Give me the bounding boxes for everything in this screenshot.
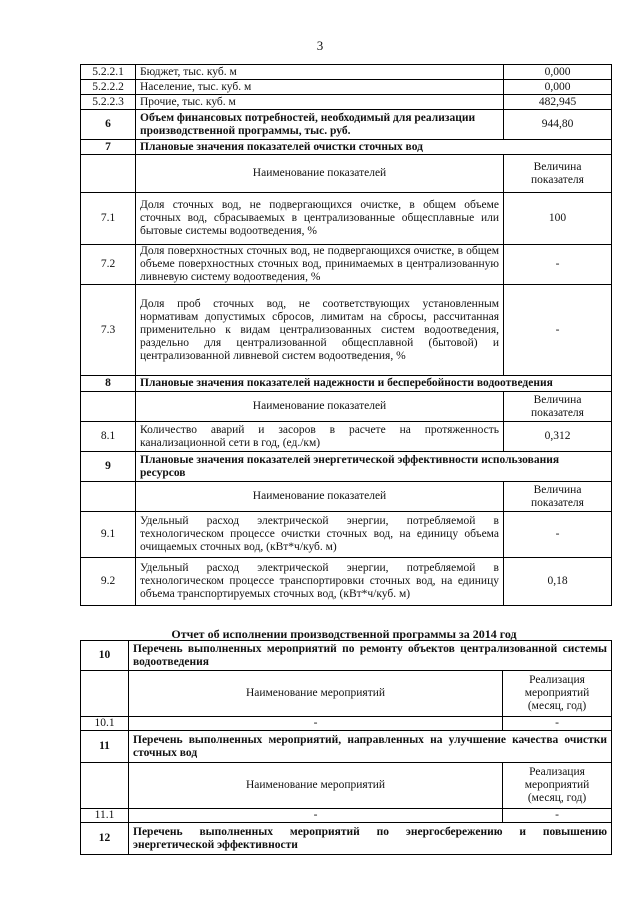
row-label: Население, тыс. куб. м	[136, 80, 504, 95]
report-table	[80, 640, 612, 855]
section-6-row	[81, 110, 612, 140]
section-title: Плановые значения показателей надежности и бесперебойности водоотведения	[136, 376, 612, 392]
column-header-name: Наименование мероприятий	[129, 671, 503, 717]
row-number: 11.1	[81, 809, 129, 823]
row-label: Доля проб сточных вод, не соответствующих установленным нормативам допустимых сбросов, лимитам на сбросы, рассчитанная применительно к видам централизованных систем водоотведения, раздельно для централизованной общесплавной (бытовой) и централизованной ливневой систем водоотведения, %	[136, 285, 504, 376]
column-header-name: Наименование мероприятий	[129, 763, 503, 809]
section-number: 12	[81, 823, 129, 855]
section-number: 10	[81, 641, 129, 671]
column-header-row	[81, 763, 612, 809]
column-header-name: Наименование показателей	[136, 392, 504, 422]
row-value: -	[504, 512, 612, 558]
table-row	[81, 245, 612, 285]
section-12-header	[81, 823, 612, 855]
table-row	[81, 65, 612, 80]
section-title: Перечень выполненных мероприятий, направленных на улучшение качества очистки сточных вод	[129, 731, 612, 763]
row-number: 10.1	[81, 717, 129, 731]
section-value: 944,80	[504, 110, 612, 140]
row-number: 7.2	[81, 245, 136, 285]
section-number: 6	[81, 110, 136, 140]
row-label: -	[129, 717, 503, 731]
section-number: 9	[81, 452, 136, 482]
table-row	[81, 422, 612, 452]
row-number: 7.1	[81, 193, 136, 245]
column-header-value: Реализация мероприятий (месяц, год)	[503, 763, 612, 809]
section-9-header	[81, 452, 612, 482]
section-number: 8	[81, 376, 136, 392]
column-header-row	[81, 671, 612, 717]
section-number: 11	[81, 731, 129, 763]
section-8-header	[81, 376, 612, 392]
row-value: -	[504, 285, 612, 376]
row-label: Доля сточных вод, не подвергающихся очистке, в общем объеме сточных вод, сбрасываемых в централизованные общесплавные или бытовые системы водоотведения, %	[136, 193, 504, 245]
section-title: Объем финансовых потребностей, необходимый для реализации производственной программы, тыс. руб.	[136, 110, 504, 140]
empty-cell	[81, 155, 136, 193]
row-number: 7.3	[81, 285, 136, 376]
column-header-name: Наименование показателей	[136, 482, 504, 512]
row-label: Удельный расход электрической энергии, потребляемой в технологическом процессе очистки сточных вод, на единицу объема очищаемых сточных вод, (кВт*ч/куб. м)	[136, 512, 504, 558]
table-row	[81, 809, 612, 823]
row-value: -	[504, 245, 612, 285]
column-header-row	[81, 482, 612, 512]
row-number: 9.2	[81, 558, 136, 606]
row-value: 0,312	[504, 422, 612, 452]
row-value: 0,000	[504, 80, 612, 95]
section-title: Перечень выполненных мероприятий по ремонту объектов централизованной системы водоотведения	[129, 641, 612, 671]
section-title: Плановые значения показателей энергетической эффективности использования ресурсов	[136, 452, 612, 482]
column-header-value: Величина показателя	[504, 392, 612, 422]
row-label: Бюджет, тыс. куб. м	[136, 65, 504, 80]
section-7-header	[81, 140, 612, 155]
row-number: 8.1	[81, 422, 136, 452]
row-value: 100	[504, 193, 612, 245]
column-header-name: Наименование показателей	[136, 155, 504, 193]
row-label: Доля поверхностных сточных вод, не подвергающихся очистке, в общем объеме поверхностных сточных вод, принимаемых в централизованную ливневую систему водоотведения, %	[136, 245, 504, 285]
section-number: 7	[81, 140, 136, 155]
empty-cell	[81, 671, 129, 717]
page-number: 3	[316, 38, 324, 53]
row-label: Удельный расход электрической энергии, потребляемой в технологическом процессе транспортировки сточных вод, на единицу объема транспортируемых сточных вод, (кВт*ч/куб. м)	[136, 558, 504, 606]
report-title: Отчет об исполнении производственной программы за 2014 год	[171, 627, 517, 641]
table-row	[81, 558, 612, 606]
table-row	[81, 80, 612, 95]
row-number: 5.2.2.3	[81, 95, 136, 110]
table-row	[81, 95, 612, 110]
empty-cell	[81, 392, 136, 422]
section-10-header	[81, 641, 612, 671]
table-row	[81, 285, 612, 376]
section-title: Плановые значения показателей очистки сточных вод	[136, 140, 612, 155]
row-value: 0,000	[504, 65, 612, 80]
empty-cell	[81, 482, 136, 512]
row-value: -	[503, 809, 612, 823]
column-header-value: Величина показателя	[504, 482, 612, 512]
row-label: -	[129, 809, 503, 823]
table-row	[81, 193, 612, 245]
row-label: Количество аварий и засоров в расчете на протяженность канализационной сети в год, (ед./км)	[136, 422, 504, 452]
program-table	[80, 64, 612, 606]
table-row	[81, 717, 612, 731]
row-value: 0,18	[504, 558, 612, 606]
row-value: -	[503, 717, 612, 731]
column-header-row	[81, 392, 612, 422]
row-number: 5.2.2.2	[81, 80, 136, 95]
column-header-value: Величина показателя	[504, 155, 612, 193]
table-row	[81, 512, 612, 558]
section-11-header	[81, 731, 612, 763]
column-header-value: Реализация мероприятий (месяц, год)	[503, 671, 612, 717]
row-number: 5.2.2.1	[81, 65, 136, 80]
row-value: 482,945	[504, 95, 612, 110]
column-header-row	[81, 155, 612, 193]
row-number: 9.1	[81, 512, 136, 558]
row-label: Прочие, тыс. куб. м	[136, 95, 504, 110]
section-title: Перечень выполненных мероприятий по энергосбережению и повышению энергетической эффективности	[129, 823, 612, 855]
empty-cell	[81, 763, 129, 809]
